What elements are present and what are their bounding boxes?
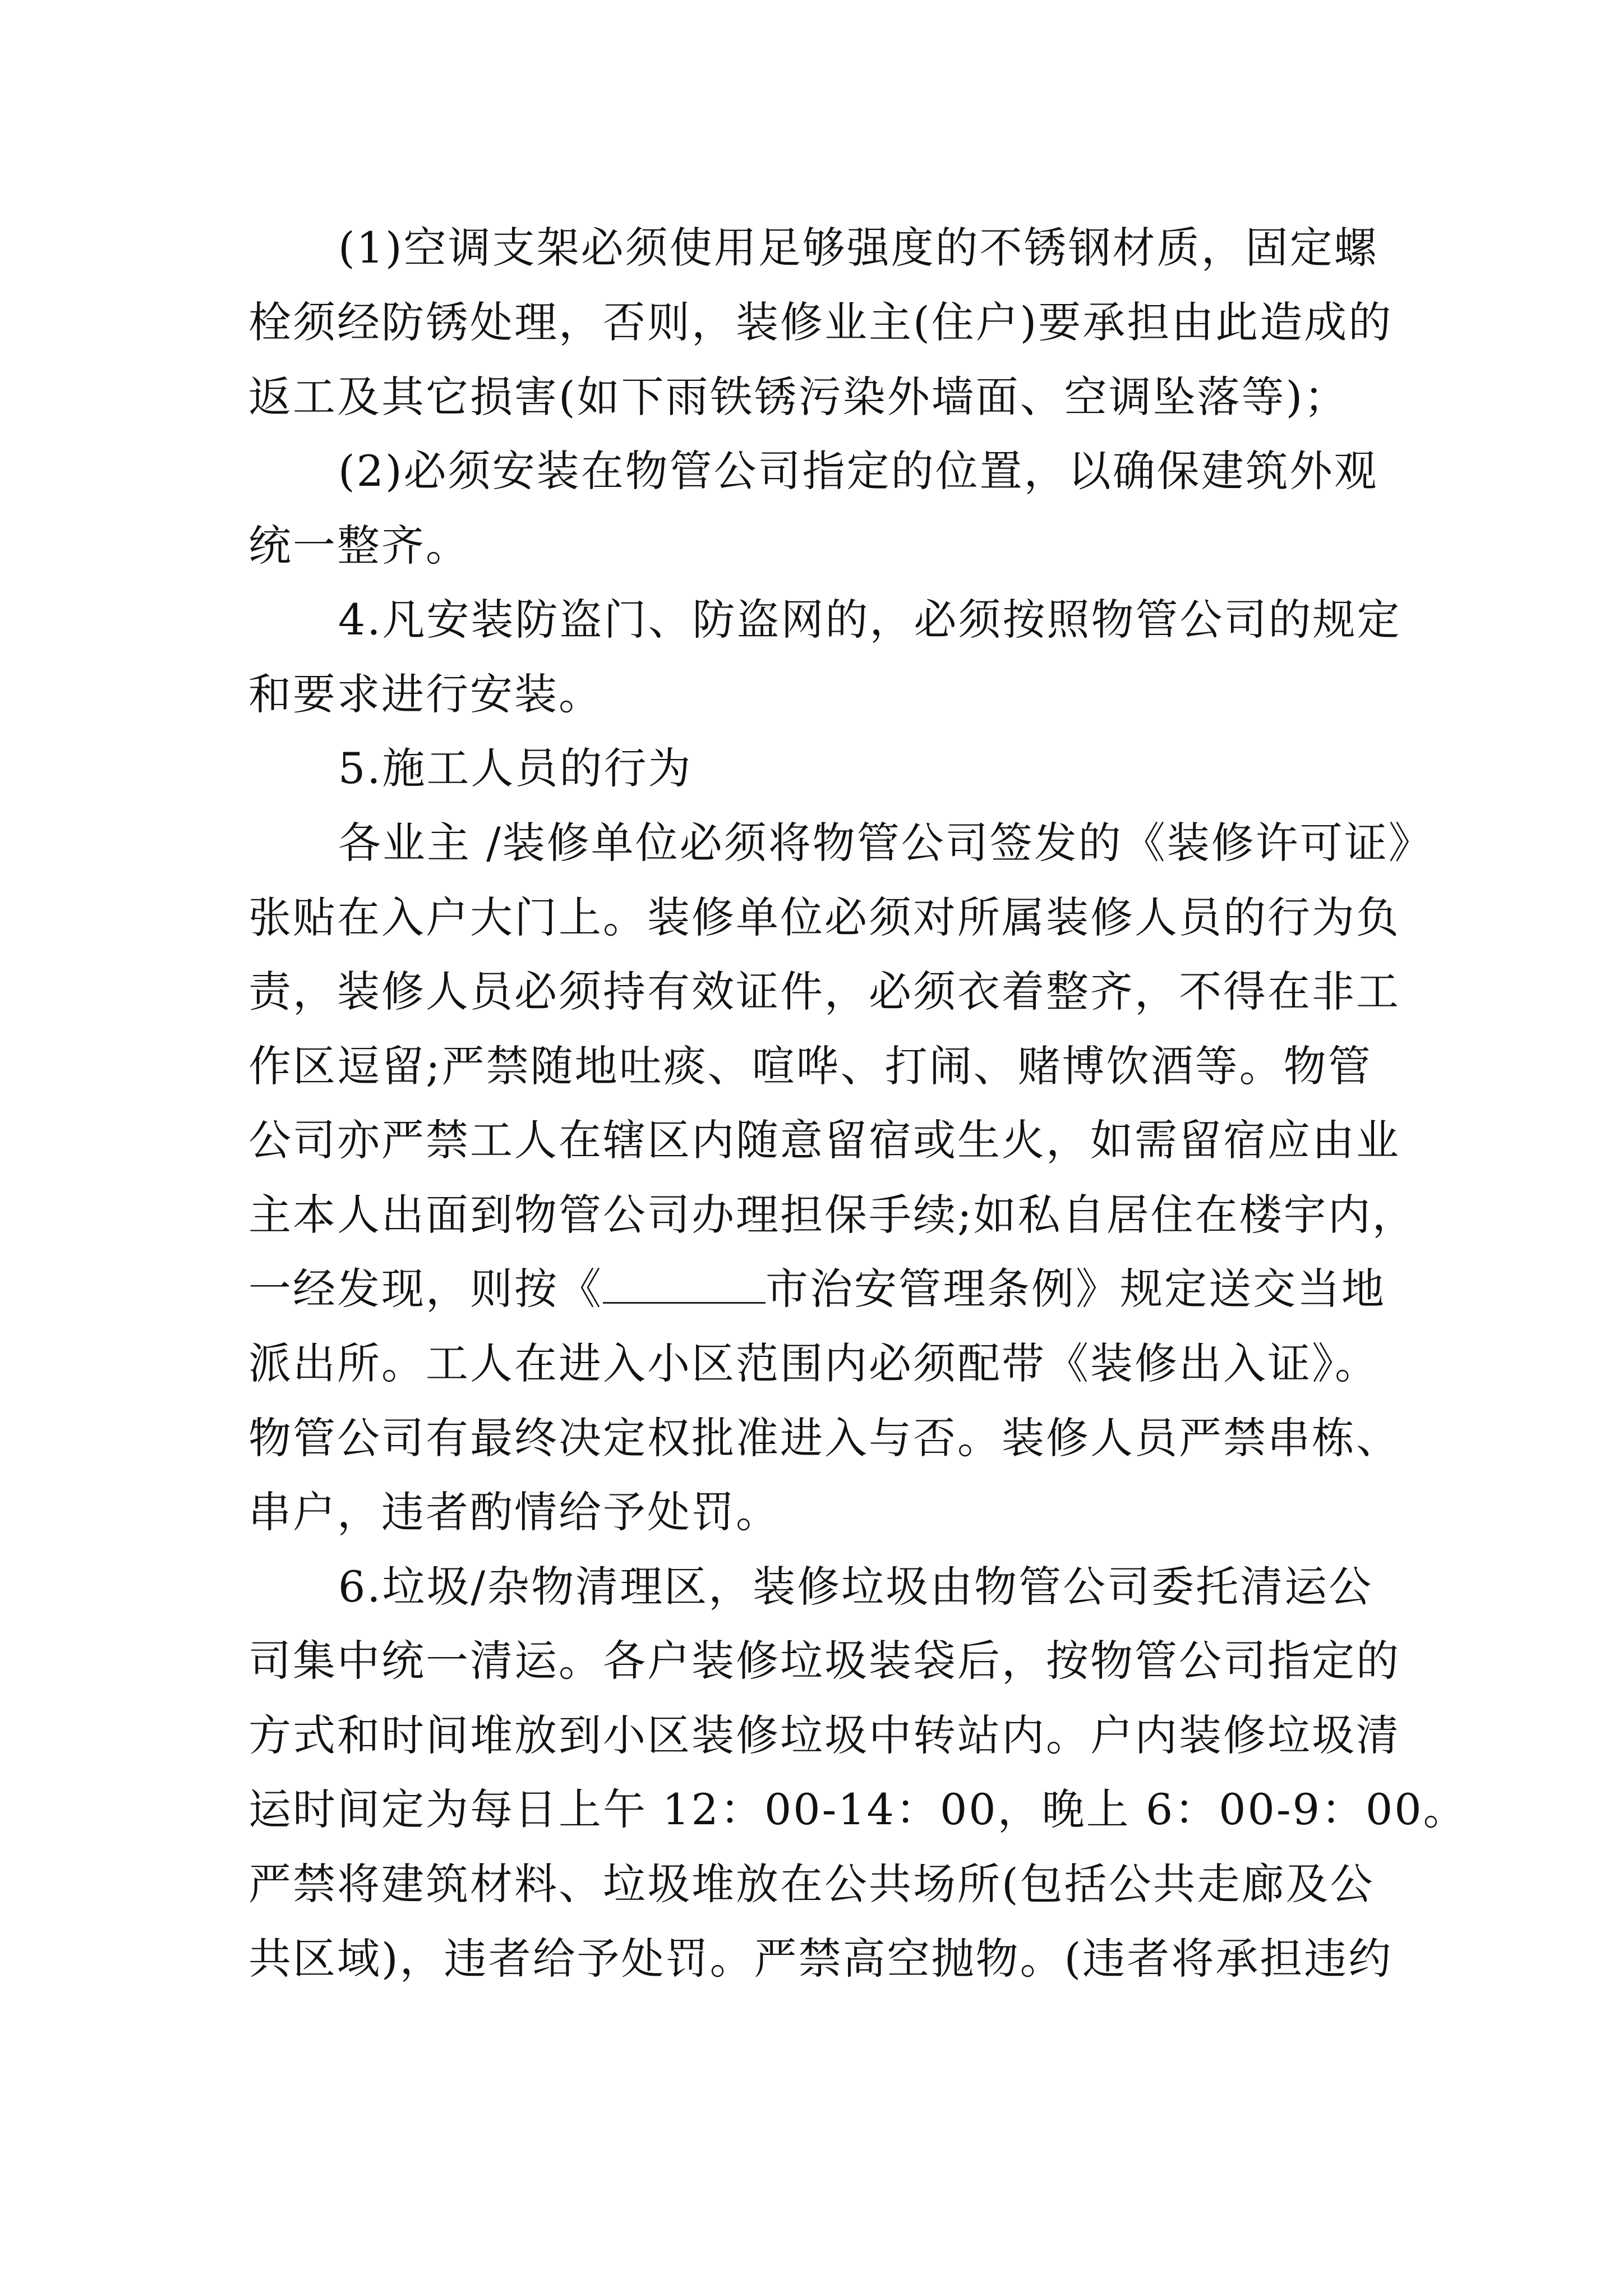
paragraph-text: 一经发现，则按《	[248, 1264, 603, 1314]
paragraph-line: 运时间定为每日上午 12：00-14：00，晚上 6：00-9：00。	[248, 1784, 1468, 1834]
section-heading: 5.施工人员的行为	[338, 743, 693, 793]
paragraph-line: 责，装修人员必须持有效证件，必须衣着整齐，不得在非工	[248, 967, 1400, 1016]
paragraph-line	[248, 1261, 1386, 1317]
paragraph-line: 派出所。工人在进入小区范围内必须配带《装修出入证》。	[248, 1338, 1379, 1388]
paragraph-line: 公司亦严禁工人在辖区内随意留宿或生火，如需留宿应由业	[248, 1115, 1400, 1165]
paragraph-line: 作区逗留;严禁随地吐痰、喧哗、打闹、赌博饮酒等。物管	[248, 1041, 1372, 1091]
paragraph-line: 主本人出面到物管公司办理担保手续;如私自居住在楼宇内，	[248, 1190, 1417, 1240]
paragraph-line: 4.凡安装防盗门、防盗网的，必须按照物管公司的规定	[338, 595, 1401, 645]
paragraph-line: (1)空调支架必须使用足够强度的不锈钢材质，固定螺	[338, 223, 1378, 273]
paragraph-line: 司集中统一清运。各户装修垃圾装袋后，按物管公司指定的	[248, 1636, 1400, 1686]
paragraph-line: 返工及其它损害(如下雨铁锈污染外墙面、空调坠落等)；	[248, 372, 1349, 422]
paragraph-line: 串户，违者酌情给予处罚。	[248, 1487, 780, 1537]
paragraph-line: 共区域)，违者给予处罚。严禁高空抛物。(违者将承担违约	[248, 1934, 1393, 1984]
paragraph-line: 各业主 /装修单位必须将物管公司签发的《装修许可证》	[338, 818, 1433, 868]
paragraph-line: 栓须经防锈处理，否则，装修业主(住户)要承担由此造成的	[248, 297, 1393, 347]
paragraph-line: (2)必须安装在物管公司指定的位置，以确保建筑外观	[338, 446, 1378, 496]
paragraph-line: 物管公司有最终决定权批准进入与否。装修人员严禁串栋、	[248, 1413, 1400, 1463]
paragraph-line: 张贴在入户大门上。装修单位必须对所属装修人员的行为负	[248, 892, 1400, 942]
paragraph-text: 市治安管理条例》规定送交当地	[766, 1264, 1386, 1314]
paragraph-line: 和要求进行安装。	[248, 669, 603, 719]
paragraph-line: 6.垃圾/杂物清理区，装修垃圾由物管公司委托清运公	[338, 1562, 1373, 1612]
paragraph-line: 方式和时间堆放到小区装修垃圾中转站内。户内装修垃圾清	[248, 1710, 1400, 1760]
paragraph-line: 严禁将建筑材料、垃圾堆放在公共场所(包括公共走廊及公	[248, 1859, 1375, 1909]
fill-in-blank	[603, 1263, 766, 1304]
paragraph-line: 统一整齐。	[248, 521, 470, 570]
